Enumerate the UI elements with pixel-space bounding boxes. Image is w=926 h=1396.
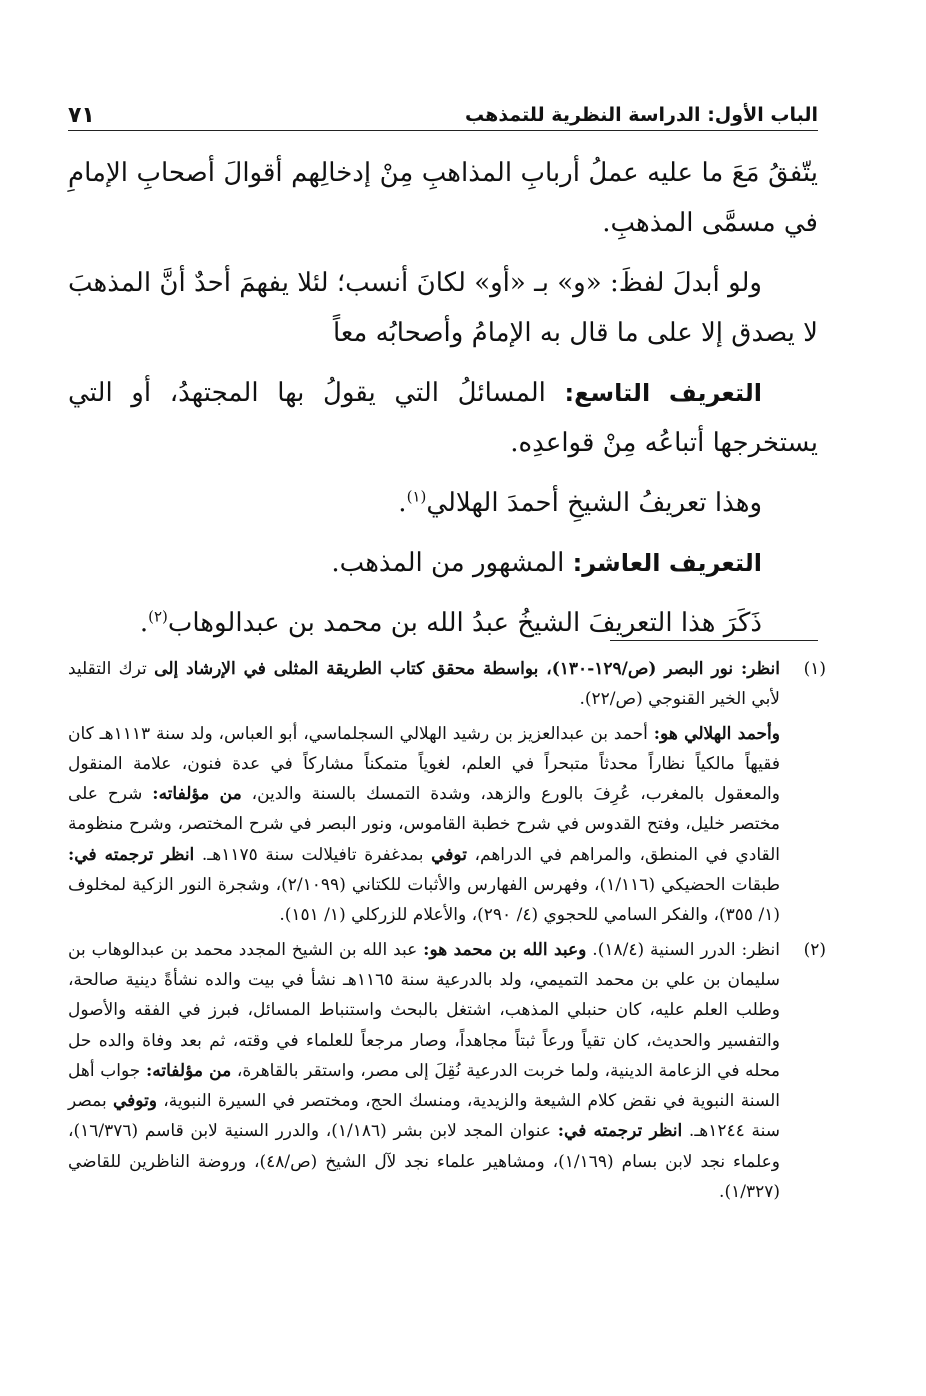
paragraph-2: ولو أبدلَ لفظَ: «و» بـ «أو» لكانَ أنسب؛ لئلا يفهمَ أحدٌ أنَّ المذهبَ لا يصدق إلا على ما قال به الإمامُ وأصحابُه معاً (68, 268, 818, 348)
footnote-separator (610, 640, 818, 641)
footnote-ref-2[interactable]: (٢) (148, 607, 168, 626)
ninth-definition-text: المسائلُ التي يقولُ بها المجتهدُ، أو التي يستخرجها أتباعُه مِنْ قواعدِه. (68, 378, 818, 458)
footnote-1-number: (١) (803, 659, 826, 679)
footnote-1-biography: وأحمد الهلالي هو: أحمد بن عبدالعزيز بن رشيد الهلالي السجلماسي، أبو العباس، ولد سنة ١١١٣هـ كان فقيهاً مالكياً نظاراً محدثاً متبحراً في العلم، لغوياً متمكناً مشاركاً في عدة فنون، علامة المنقول والمعقول بالمغرب، عُرِفَ بالورع والزهد، وشدة التمسك بالسنة والدين، من مؤلفاته: شرح على مختصر خليل، وفتح القدوس في شرح خطبة القاموس، ونور البصر في شرح المختصر، وشرح منظومة القادي في المنطق، والمراهم في الدراهم، توفي بمدغفرة تافيلالت سنة ١١٧٥هـ. انظر ترجمته في: طبقات الحضيكي (١/١١٦)، وفهرس الفهارس والأثبات للكتاني (٢/١٠٩٩)، وشجرة النور الزكية لمخلوف (١/ ٣٥٥)، والفكر السامي للحجوي (٤/ ٢٩٠)، والأعلام للزركلي (١/ ١٥١). (68, 723, 780, 926)
hilali-text: وهذا تعريفُ الشيخِ أحمدَ الهلالي (426, 488, 762, 518)
paragraph-hilali: وهذا تعريفُ الشيخِ أحمدَ الهلالي$^{(١)}$. (398, 487, 762, 518)
tenth-definition-text: المشهور من المذهب. (331, 548, 565, 578)
paragraph-1: يتّفقُ مَعَ ما عليه عملُ أربابِ المذاهبِ مِنْ إدخالِهم أقوالَ أصحابِ الإمامِ في مسمَّى المذهبِ. (68, 158, 818, 238)
footnotes (68, 654, 826, 1207)
main-text (68, 148, 818, 648)
page-header (68, 96, 818, 131)
footnote-2-text: انظر: الدرر السنية (١٨/٤). وعبد الله بن محمد هو: عبد الله بن الشيخ المجدد محمد بن عبدالوهاب بن سليمان بن علي بن محمد التميمي، ولد بالدرعية سنة ١١٦٥هـ نشأ في بيت والده نشأةً دينية صالحة، وطلب العلم عليه، كان حنبلي المذهب، اشتغل بالبحث واستنباط المسائل، فبرز في الفقه والأصول والتفسير والحديث، كان تقياً ورعاً ثبتاً مجاهداً، وصار مرجعاً للعلماء في وقته، ثم بعد وفاة والده حل محله في الزعامة الدينية، ولما خربت الدرعية نُقِلَ إلى مصر، واستقر بالقاهرة، من مؤلفاته: جواب أهل السنة النبوية في نقض كلام الشيعة والزيدية، ومنسك الحج، ومختصر في السيرة النبوية، وتوفي بمصر سنة ١٢٤٤هـ. انظر ترجمته في: عنوان المجد لابن بشر (١/١٨٦)، والدرر السنية لابن قاسم (١٦/٣٧٦)، وعلماء نجد لابن بسام (١/١٦٩)، ومشاهير علماء نجد لآل الشيخ (ص/٤٨)، وروضة الناظرين للقاضي (١/٣٢٧). (68, 939, 781, 1203)
footnote-ref-1[interactable]: (١) (406, 487, 427, 506)
abdullah-text: ذَكَرَ هذا التعريفَ الشيخُ عبدُ الله بن محمد بن عبدالوهاب (167, 608, 762, 638)
paragraph-ninth-definition (68, 368, 818, 468)
footnote-2-number: (٢) (803, 939, 826, 960)
ninth-definition-term: التعريف التاسع: (564, 379, 763, 407)
footnote-2 (68, 935, 826, 1208)
page-number: ٧١ (68, 103, 95, 128)
paragraph-tenth-definition (68, 538, 818, 588)
footnote-1 (68, 654, 826, 931)
footnote-1-source: انظر: نور البصر (ص/١٢٩-١٣٠)، بواسطة محقق كتاب الطريقة المثلى في الإرشاد إلى ترك التقليد لأبي الخير القنوجي (ص/٢٢). (68, 659, 781, 710)
running-head: الباب الأول: الدراسة النظرية للتمذهب (465, 104, 818, 126)
tenth-definition-term: التعريف العاشر: (572, 549, 762, 577)
paragraph-abdullah: ذَكَرَ هذا التعريفَ الشيخُ عبدُ الله بن محمد بن عبدالوهاب$^{(٢)}$. (139, 607, 762, 638)
